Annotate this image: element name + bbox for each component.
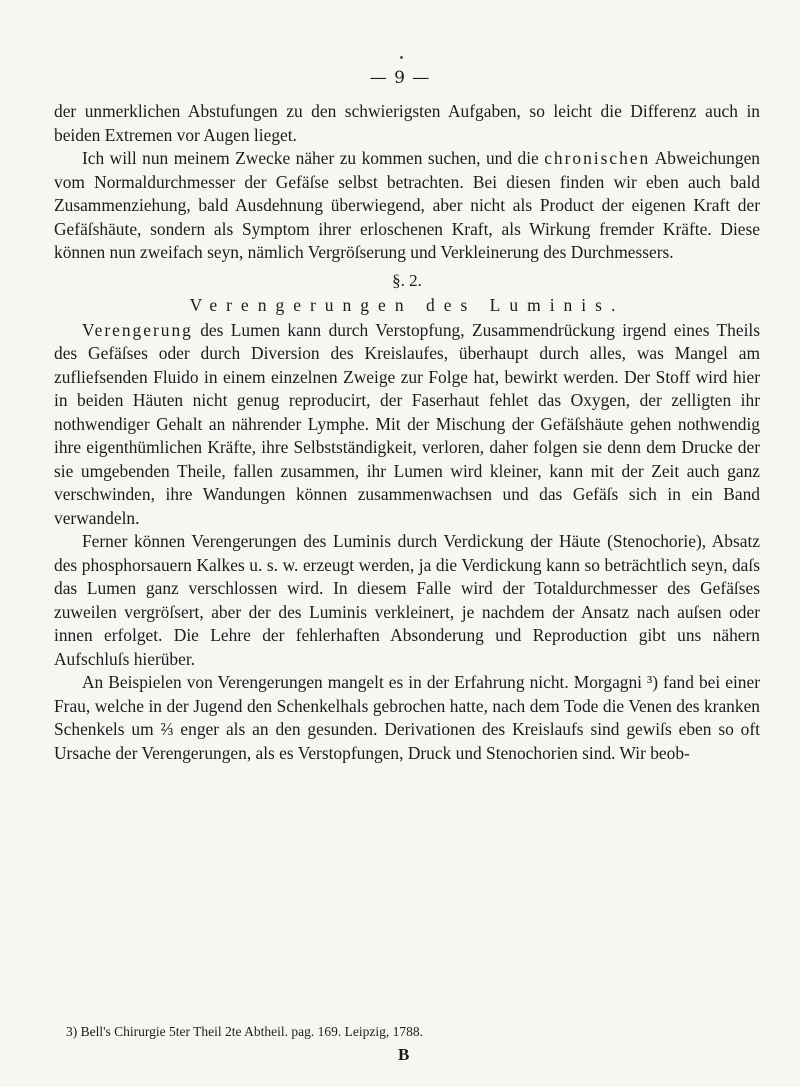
signature-mark: B [398,1045,410,1064]
paragraph-2 [54,147,760,265]
paragraph-3-rest: des Lumen kann durch Verstopfung, Zusammendrückung irgend eines Theils des Gefäſses oder durch Diversion des Kreislaufes, überhaupt durch alles, was Mangel am zufliefsenden Fluido in einem einzelnen Zweige zur Folge hat, bewirkt werden. Der Stoff wird hier in beiden Häuten nicht genug reproducirt, der Faserhaut fehlet das Oxygen, der zelligten ihr nothwendiger Gehalt an nährender Lymphe. Mit der Mischung der Gefäſshäute gehen nothwendig ihre eigenthümlichen Kräfte, ihre Selbstständigkeit, verloren, daher folgen sie denn dem Drucke der sie umgebenden Theile, fallen zusammen, ihr Lumen wird kleiner, kann mit der Zeit auch ganz verschwinden, ihre Wandungen können zusammenwachsen und das Gefäſs sich in ein Band verwandeln. [54,319,760,528]
paragraph-2-start: Ich will nun meinem Zwecke näher zu kommen suchen, und die [82,148,545,168]
page-number: — 9 — [369,68,431,88]
footnote: 3) Bell's Chirurgie 5ter Theil 2te Abtheil. pag. 169. Leipzig, 1788. [66,1024,423,1039]
paragraph-4: Ferner können Verengerungen des Luminis durch Verdickung der Häute (Stenochorie), Absatz des phosphorsauern Kalkes u. s. w. erzeugt werden, ja die Verdickung kann so beträchtlich seyn, daſs das Lumen ganz verschlossen wird. In diesem Falle wird der Totaldurchmesser des Gefäſses zuweilen vergröſsert, aber der des Luminis verkleinert, je nachdem der Ansatz nach auſsen oder innen erfolget. Die Lehre der fehlerhaften Absonderung und Reproduction gibt uns nähern Aufschluſs hierüber. [54,531,760,669]
body-text [54,100,760,765]
emphasis-chronischen: chronischen [544,148,651,168]
section-title: Verengerungen des Luminis. [189,295,625,315]
section-number: §. 2. [392,270,422,290]
paragraph-5: An Beispielen von Verengerungen mangelt es in der Erfahrung nicht. Morgagni ³) fand bei einer Frau, welche in der Jugend den Schenkelhals gebrochen hatte, nach dem Tode die Venen des kranken Schenkels um ⅔ enger als an den gesunden. Derivationen des Kreislaufs sind gewiſs eben so oft Ursache der Verengerungen, als es Verstopfungen, Druck und Stenochorien sind. Wir beob- [54,672,760,763]
paragraph-2-rest: Abweichungen vom Normaldurchmesser der Gefäſse selbst betrachten. Bei diesen finden wir eben auch bald Zusammenziehung, bald Ausdehnung überwiegend, aber nicht als Product der eigenen Kraft der Gefäſshäute, sondern als Symptom ihrer erloschenen Kraft, als Wirkung fremder Kräfte. Diese können nun zweifach seyn, nämlich Vergröſserung und Verkleinerung des Durchmessers. [54,148,760,262]
emphasis-verengerung: Verengerung [82,319,193,340]
printing-dot [400,56,403,59]
paragraph-3 [54,319,760,531]
paragraph-1: der unmerklichen Abstufungen zu den schwierigsten Aufgaben, so leicht die Differenz auch in beiden Extremen vor Augen lieget. [54,101,760,145]
